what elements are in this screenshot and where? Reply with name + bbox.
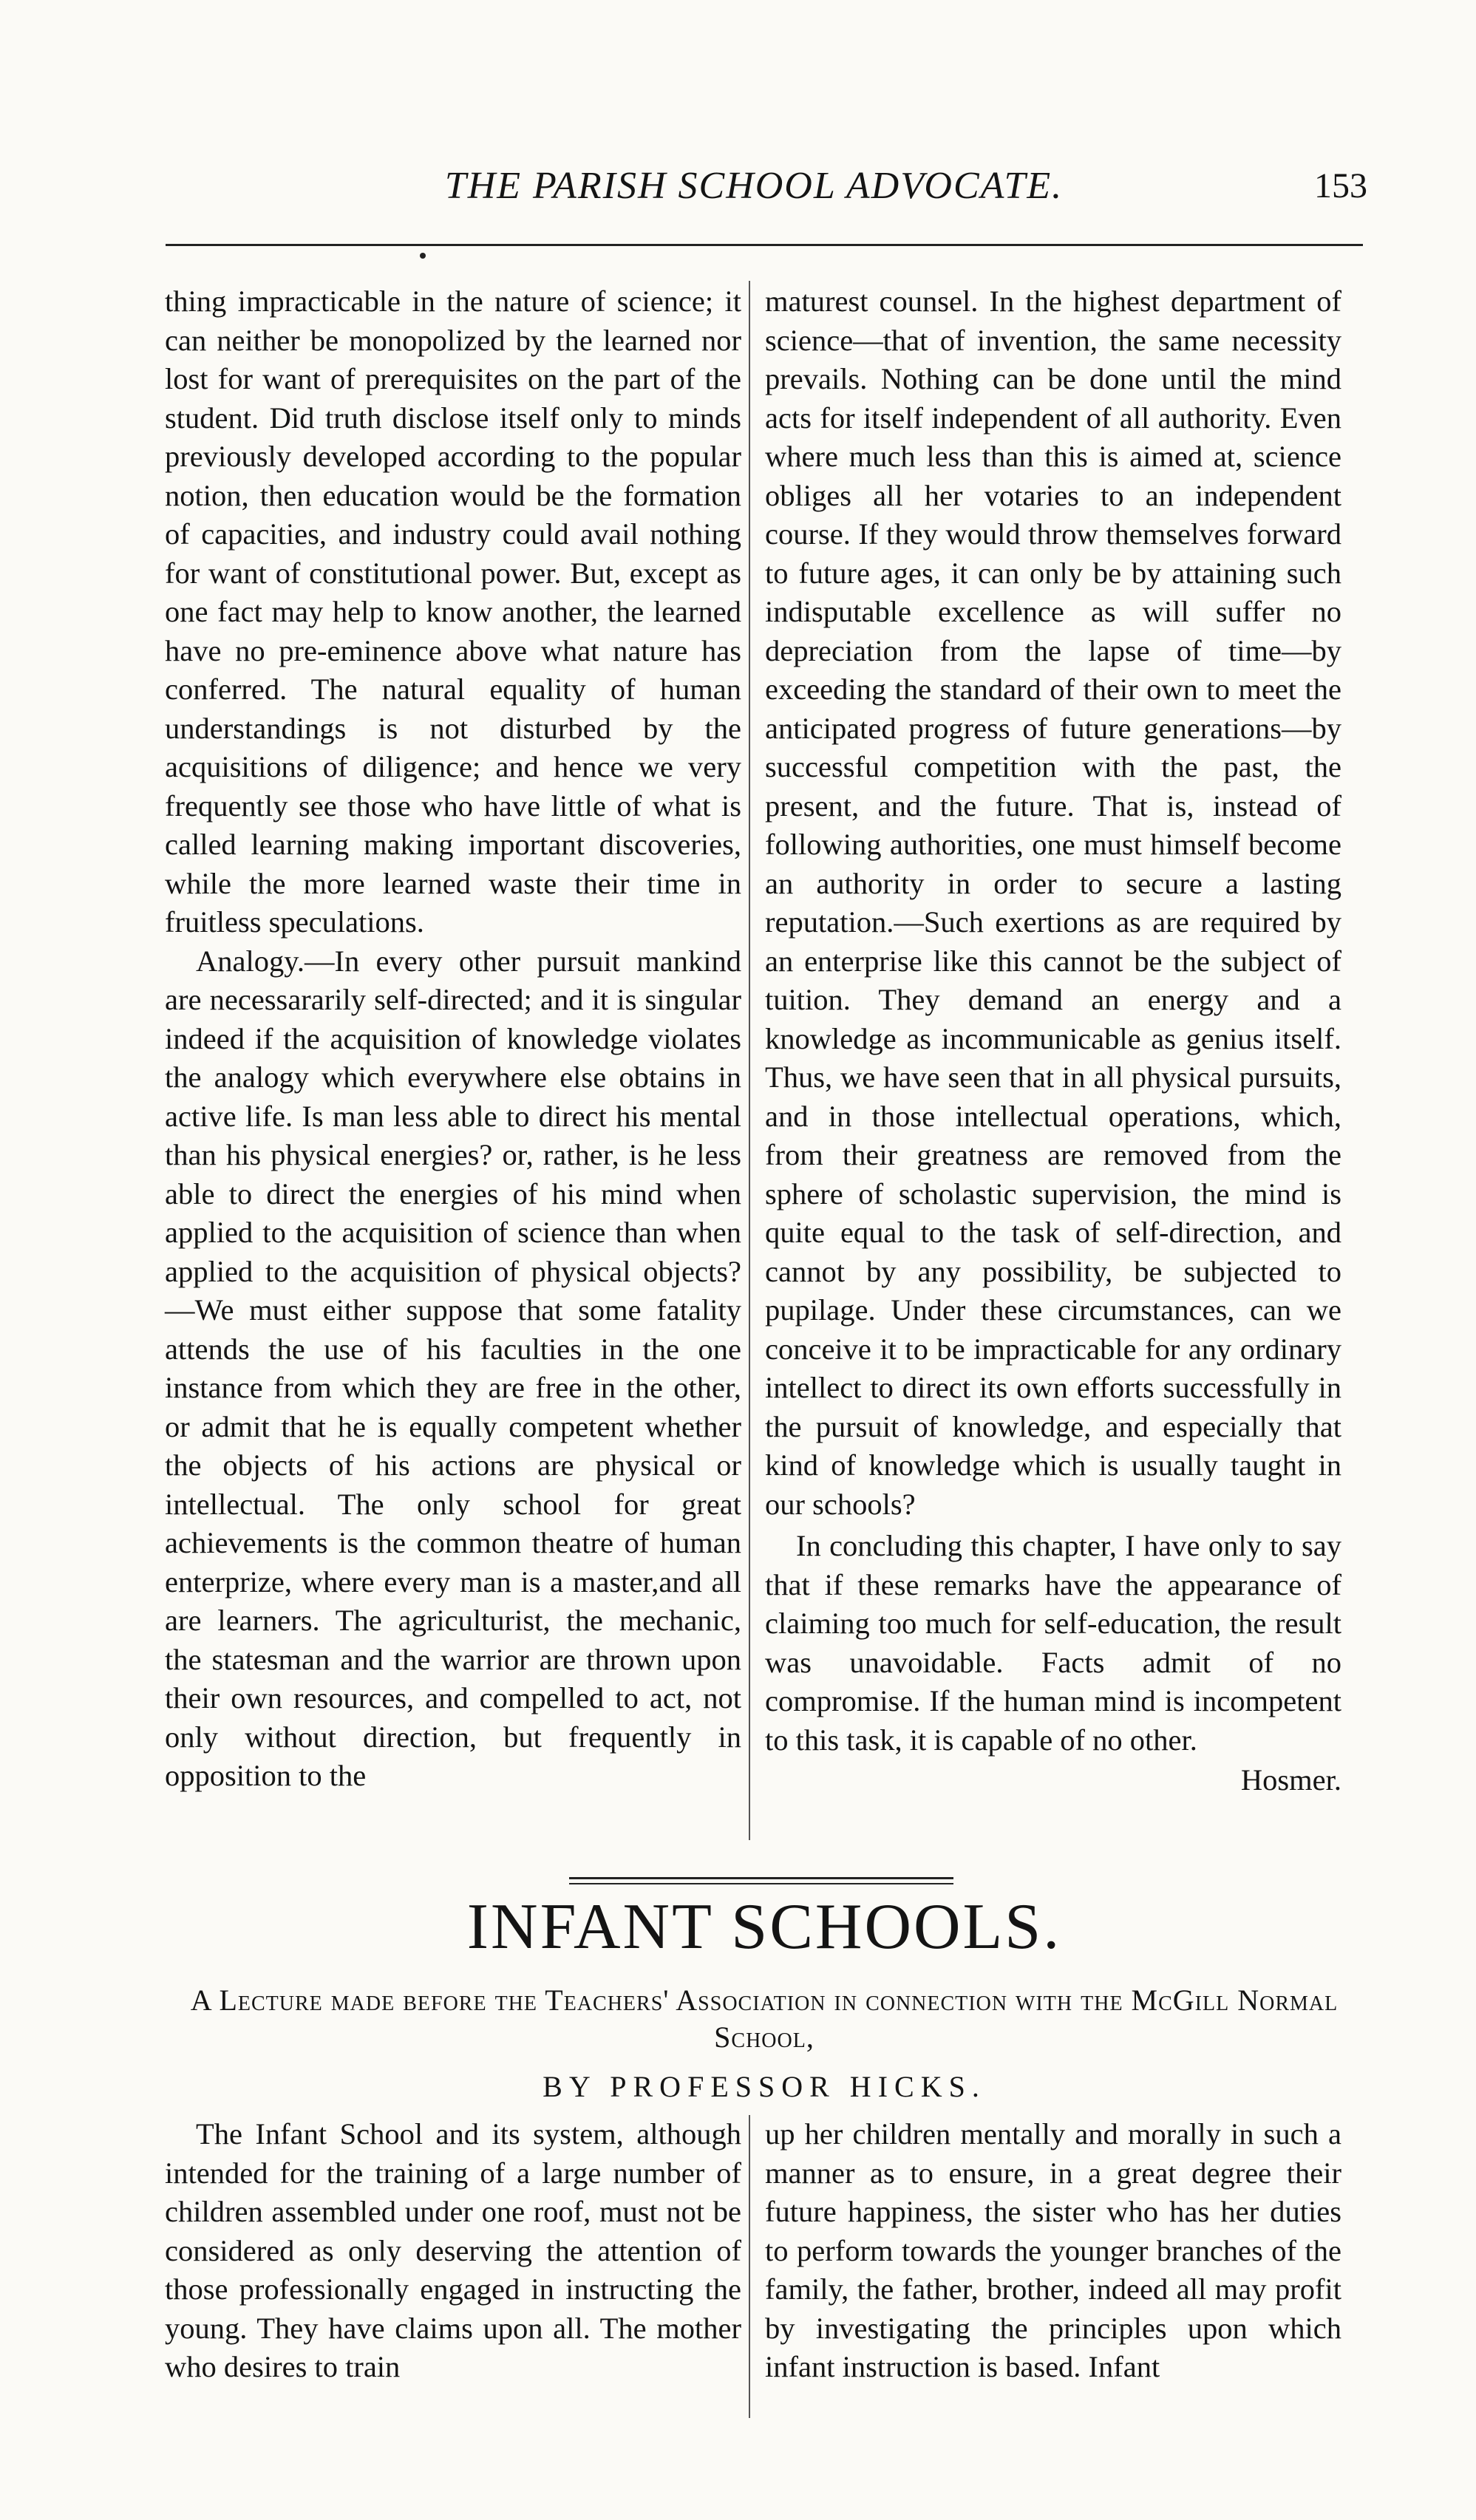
- running-head: [140, 164, 1367, 216]
- column-divider: [749, 281, 750, 1840]
- article2-right-column: [765, 2115, 1341, 2425]
- header-dot: [420, 253, 426, 259]
- article1-paragraph: In concluding this chapter, I have only to say that if these remarks have the appearance of claiming too much for self-education, the result was unavoidable. Facts admit of no compromise. If the human mind is incompetent to this task, it is capable of no other.: [765, 1529, 1341, 1757]
- article1-paragraph: thing impracticable in the nature of science; it can neither be monopolized by the learned nor lost for want of prerequisites on the part of the student. Did truth disclose itself only to minds previously developed according to the popular notion, then education would be the formation of capacities, and industry could avail nothing for want of constitutional power. But, except as one fact may help to know another, the learned have no pre-eminence above what nature has conferred. The natural equality of human understandings is not disturbed by the acquisitions of diligence; and hence we very frequently see those who have little of what is called learning making important discoveries, while the more learned waste their time in fruitless speculations.: [165, 285, 741, 939]
- section-divider: [569, 1883, 953, 1884]
- running-title: THE PARISH SCHOOL ADVOCATE.: [444, 165, 1064, 207]
- article2-paragraph: up her children mentally and morally in such a manner as to ensure, in a great degree their future happiness, the sister who has her duties to perform towards the younger branches of the family, the father, brother, indeed all may profit by investigating the principles upon which infant instruction is based. Infant: [765, 2117, 1341, 2383]
- section-divider: [569, 1877, 953, 1879]
- article2-subtitle: A Lecture made before the Teachers' Association in connection with the McGill Normal School,: [190, 1983, 1339, 2054]
- article2-left-column: [165, 2115, 741, 2425]
- article1-paragraph: Analogy.—In every other pursuit mankind are necessararily self-directed; and it is singular indeed if the acquisition of knowledge violates the analogy which everywhere else obtains in active life. Is man less able to direct his mental than his physical energies? or, rather, is he less able to direct the energies of his mind when applied to the acquisition of science than when applied to the acquisition of physical objects?—We must either suppose that some fatality attends the use of his faculties in the one instance from which they are free in the other, or admit that he is equally competent whether the objects of his actions are physical or intellectual. The only school for great achievements is the common theatre of human enterprize, where every man is a master,and all are learners. The agriculturist, the mechanic, the statesman and the warrior are thrown upon their own resources, and compelled to act, not only without direction, but frequently in opposition to the: [165, 944, 741, 1792]
- column-divider: [749, 2115, 750, 2418]
- article1-signature: Hosmer.: [1240, 1763, 1341, 1797]
- article2-title: INFANT SCHOOLS.: [466, 1891, 1062, 1963]
- article1-left-column: [165, 282, 741, 1849]
- article2-paragraph: The Infant School and its system, although intended for the training of a large number of children assembled under one roof, must not be considered as only deserving the attention of those professionally engaged in instructing the young. They have claims upon all. The mother who desires to train: [165, 2117, 741, 2383]
- article2-byline: BY PROFESSOR HICKS.: [543, 2070, 986, 2103]
- article1-right-column: [765, 282, 1341, 1849]
- page-number: 153: [1314, 166, 1367, 205]
- header-rule: [166, 244, 1363, 246]
- article1-paragraph: maturest counsel. In the highest department of science—that of invention, the same necessity prevails. Nothing can be done until the mind acts for itself independent of all authority. Even where much less than this is aimed at, science obliges all her votaries to an independent course. If they would throw themselves forward to future ages, it can only be by attaining such indisputable excellence as will suffer no depreciation from the lapse of time—by exceeding the standard of their own to meet the anticipated progress of future generations—by successful competition with the past, the present, and the future. That is, instead of following authorities, one must himself become an authority in order to secure a lasting reputation.—Such exertions as are required by an enterprise like this cannot be the subject of tuition. They demand an energy and a knowledge as incommunicable as genius itself. Thus, we have seen that in all physical pursuits, and in those intellectual operations, which, from their greatness are removed from the sphere of scholastic supervision, the mind is quite equal to the task of self-direction, and cannot by any possibility, be subjected to pupilage. Under these circumstances, can we conceive it to be impracticable for any ordinary intellect to direct its own efforts successfully in the pursuit of knowledge, and especially that kind of knowledge which is usually taught in our schools?: [765, 285, 1341, 1521]
